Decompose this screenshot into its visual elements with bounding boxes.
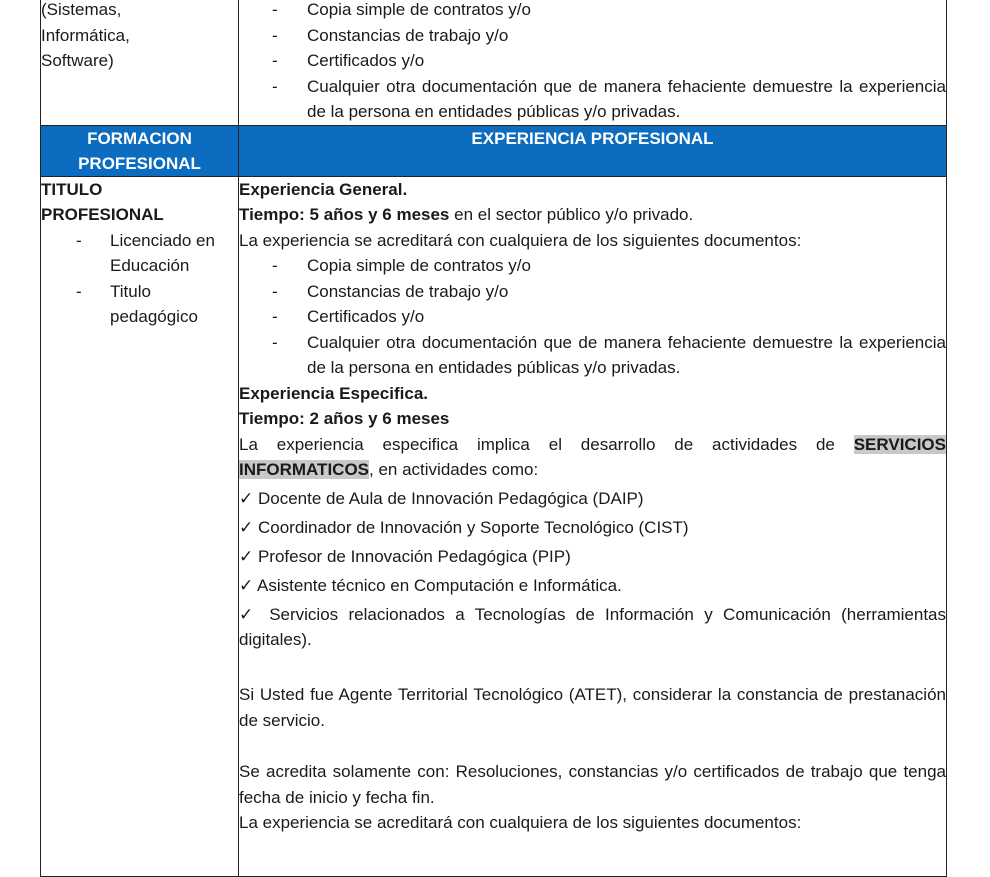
titulo-profesional-heading: TITULO PROFESIONAL [41,179,164,224]
formacion-cell [41,176,239,876]
general-doc-list [239,253,946,381]
table-row-main [41,176,947,876]
list-item: - Titulo pedagógico [41,279,238,330]
formacion-list [41,228,238,330]
header-formacion: FORMACION PROFESIONAL [41,125,239,176]
especifica-intro-b: , en actividades como: [369,460,539,479]
list-item: - Certificados y/o [239,48,946,74]
list-item: - Copia simple de contratos y/o [239,253,946,279]
table-row-continuation [41,0,947,125]
list-item: - Constancias de trabajo y/o [239,23,946,49]
list-item: - Cualquier otra documentación que de manera fehaciente demuestre la experiencia de la persona en entidades públicas y/o privadas. [239,330,946,381]
activity-item: ✓ Docente de Aula de Innovación Pedagógica (DAIP) [239,488,644,508]
activity-item: ✓ Coordinador de Innovación y Soporte Tecnológico (CIST) [239,517,689,537]
acredita-intro: La experiencia se acreditará con cualquiera de los siguientes documentos: [239,230,802,250]
list-item: - Cualquier otra documentación que de manera fehaciente demuestre la experiencia de la persona en entidades públicas y/o privadas. [239,74,946,125]
requirements-table [40,0,947,877]
continuation-left-cell [41,0,239,125]
experiencia-especifica-heading: Experiencia Especifica. [239,383,428,403]
experiencia-especifica-time: Tiempo: 2 años y 6 meses [239,409,450,428]
experiencia-general-heading: Experiencia General. [239,179,408,199]
servicios-informaticos-highlight: SERVICIOS INFORMATICOS [239,434,946,479]
especifica-intro [239,432,946,483]
general-time-label: Tiempo: 5 años y 6 meses [239,205,450,224]
activity-item: ✓ Profesor de Innovación Pedagógica (PIP) [239,546,571,566]
atet-note: Si Usted fue Agente Territorial Tecnológico (ATET), considerar la constancia de prestanación de servicio. [239,685,946,730]
header-experiencia: EXPERIENCIA PROFESIONAL [239,125,947,176]
especifica-intro-a: La experiencia especifica implica el desarrollo de actividades de [239,434,854,454]
continuation-left-line: Informática, [41,25,130,45]
acredita-intro-2: La experiencia se acreditará con cualquiera de los siguientes documentos: [239,813,802,832]
acredita-solamente: Se acredita solamente con: Resoluciones, constancias y/o certificados de trabajo que tenga fecha de inicio y fecha fin. [239,762,946,807]
activity-item: ✓ Servicios relacionados a Tecnologías de Información y Comunicación (herramientas digitales). [239,604,946,649]
continuation-left-line: (Sistemas, [41,0,122,19]
experiencia-cell [239,176,947,876]
list-item: - Certificados y/o [239,304,946,330]
list-item: - Copia simple de contratos y/o [239,0,946,23]
table-header-row [41,125,947,176]
continuation-doc-list [239,0,946,125]
continuation-right-cell [239,0,947,125]
continuation-left-line: Software) [41,51,114,70]
general-time-rest: en el sector público y/o privado. [449,205,694,224]
list-item: - Constancias de trabajo y/o [239,279,946,305]
list-item: - Licenciado en Educación [41,228,238,279]
experiencia-general-time [239,202,946,228]
activity-item: ✓ Asistente técnico en Computación e Informática. [239,575,622,595]
